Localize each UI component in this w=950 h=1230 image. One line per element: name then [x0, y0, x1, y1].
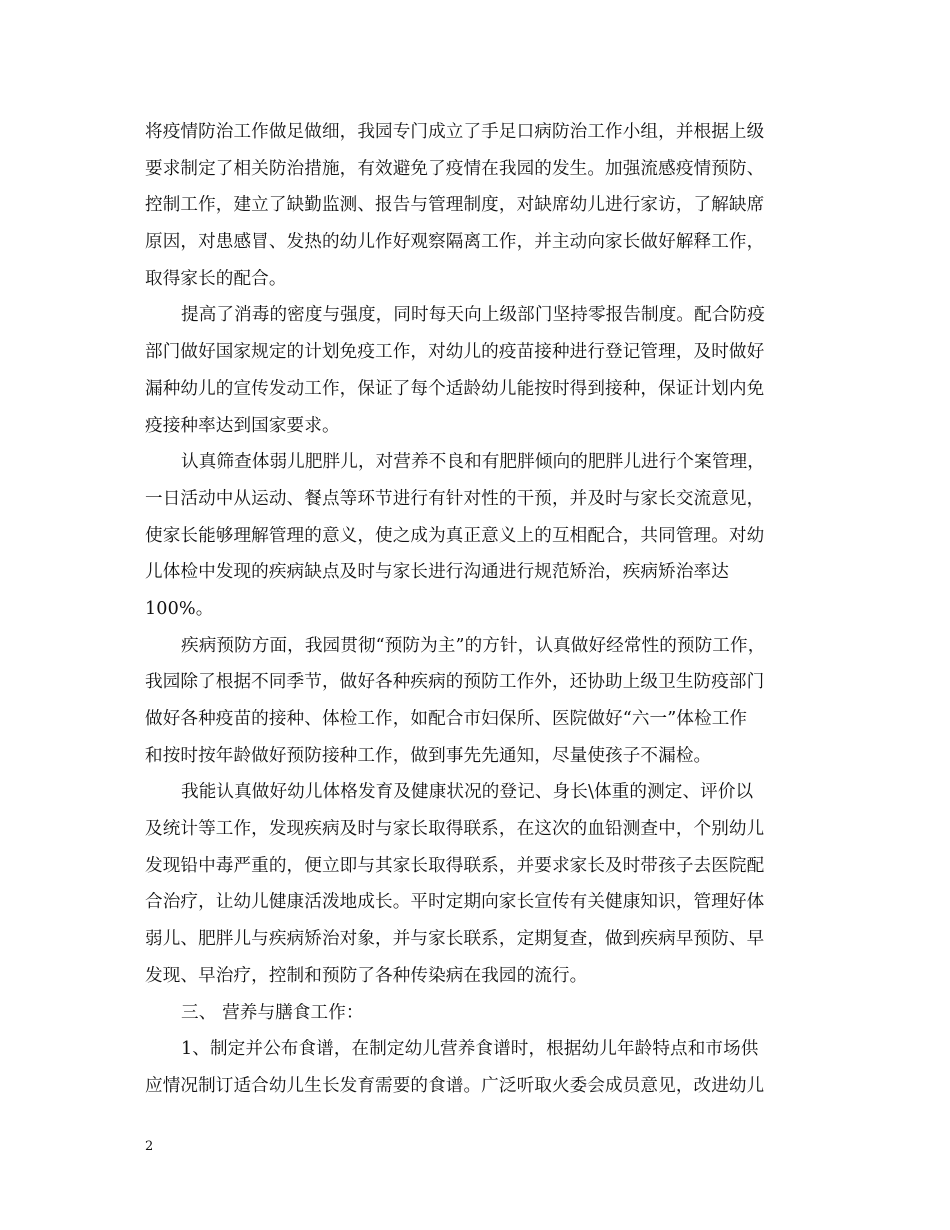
- text-line: 一日活动中从运动、餐点等环节进行有针对性的干预，并及时与家长交流意见，: [145, 488, 765, 509]
- page-number: 2: [145, 1139, 154, 1154]
- text-line: 我园除了根据不同季节，做好各种疾病的预防工作外，还协助上级卫生防疫部门: [145, 672, 765, 693]
- text-line: 1、制定并公布食谱，在制定幼儿营养食谱时，根据幼儿年龄特点和市场供: [181, 1039, 759, 1060]
- text-line: 要求制定了相关防治措施，有效避免了疫情在我园的发生。加强流感疫情预防、: [145, 158, 765, 179]
- text-line: 疫接种率达到国家要求。: [145, 415, 340, 436]
- text-line: 弱儿、肥胖儿与疾病矫治对象，并与家长联系，定期复查，做到疾病早预防、早: [145, 929, 765, 950]
- text-line: 疾病预防方面，我园贯彻“预防为主”的方针，认真做好经常性的预防工作，: [181, 635, 766, 656]
- text-line: 和按时按年龄做好预防接种工作，做到事先先通知，尽量使孩子不漏检。: [145, 745, 712, 766]
- text-line: 使家长能够理解管理的意义，使之成为真正意义上的互相配合，共同管理。对幼: [145, 525, 765, 546]
- text-line: 部门做好国家规定的计划免疫工作，对幼儿的疫苗接种进行登记管理，及时做好: [145, 342, 765, 363]
- text-line: 漏种幼儿的宣传发动工作，保证了每个适龄幼儿能按时得到接种，保证计划内免: [145, 378, 765, 399]
- text-line: 三、 营养与膳食工作：: [181, 1002, 364, 1023]
- text-line: 应情况制订适合幼儿生长发育需要的食谱。广泛听取火委会成员意见，改进幼儿: [145, 1075, 765, 1096]
- text-line: 100%。: [145, 598, 214, 619]
- text-line: 控制工作，建立了缺勤监测、报告与管理制度，对缺席幼儿进行家访，了解缺席: [145, 195, 765, 216]
- text-line: 合治疗，让幼儿健康活泼地成长。平时定期向家长宣传有关健康知识，管理好体: [145, 892, 765, 913]
- text-line: 提高了消毒的密度与强度，同时每天向上级部门坚持零报告制度。配合防疫: [181, 305, 765, 326]
- text-line: 发现、早治疗，控制和预防了各种传染病在我园的流行。: [145, 965, 588, 986]
- text-line: 儿体检中发现的疾病缺点及时与家长进行沟通进行规范矫治，疾病矫治率达: [145, 562, 729, 583]
- text-line: 原因，对患感冒、发热的幼儿作好观察隔离工作，并主动向家长做好解释工作，: [145, 232, 765, 253]
- body-text: [145, 114, 810, 1105]
- text-line: 将疫情防治工作做足做细，我园专门成立了手足口病防治工作小组，并根据上级: [145, 122, 765, 142]
- text-line: 做好各种疫苗的接种、体检工作，如配合市妇保所、医院做好“六一”体检工作: [145, 709, 748, 729]
- text-line: 发现铅中毒严重的，便立即与其家长取得联系，并要求家长及时带孩子去医院配: [145, 855, 765, 876]
- text-line: 我能认真做好幼儿体格发育及健康状况的登记、身长\体重的测定、评价以: [181, 782, 754, 803]
- text-line: 取得家长的配合。: [145, 268, 287, 289]
- text-line: 及统计等工作，发现疾病及时与家长取得联系，在这次的血铅测查中，个别幼儿: [145, 819, 765, 840]
- text-line: 认真筛查体弱儿肥胖儿，对营养不良和有肥胖倾向的肥胖儿进行个案管理，: [181, 452, 765, 473]
